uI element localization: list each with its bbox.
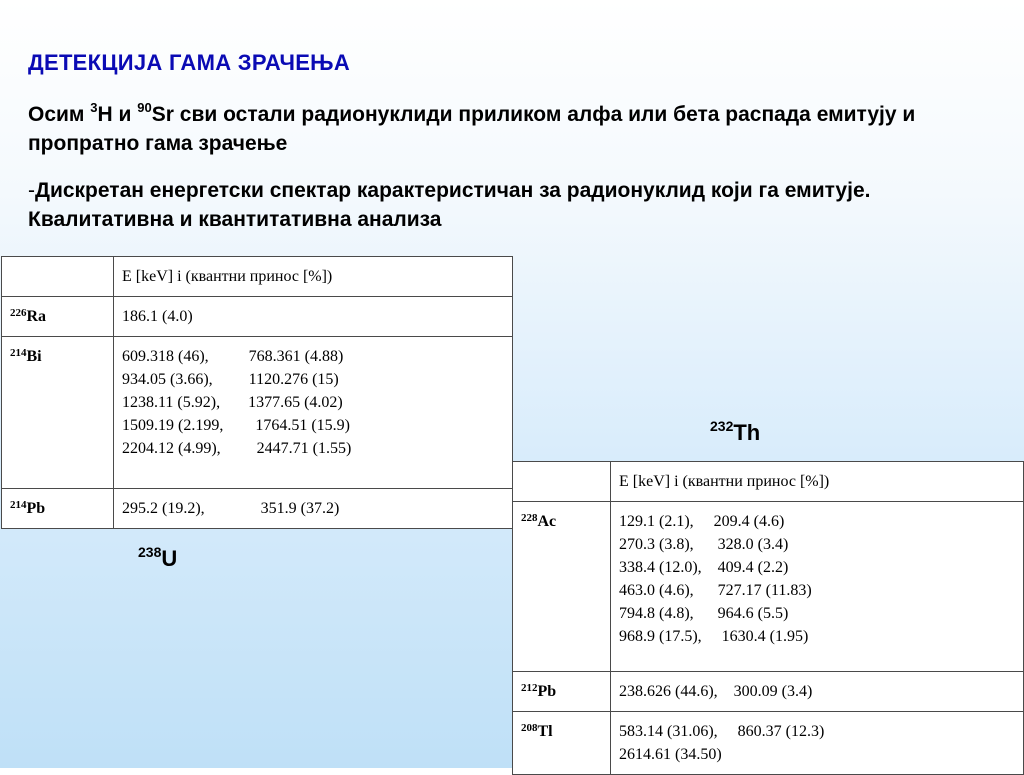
header-energy-cell: E [keV] i (квантни принос [%]) (114, 257, 513, 297)
energy-values-cell: 583.14 (31.06), 860.37 (12.3) 2614.61 (34.50) (611, 712, 1024, 775)
intro-paragraph (28, 100, 998, 158)
nuclide-cell (513, 502, 611, 672)
uranium-series-label (138, 546, 177, 572)
mass-number: 238 (138, 544, 162, 560)
uranium-series-table (1, 256, 513, 529)
superscript-sr90: 90 (137, 100, 152, 115)
header-energy-cell: E [keV] i (квантни принос [%]) (611, 462, 1024, 502)
intro-text-b: H и (97, 103, 138, 126)
table-row (513, 502, 1024, 672)
slide-title: ДЕТЕКЦИЈА ГАМА ЗРАЧЕЊА (28, 50, 351, 75)
table-row (2, 489, 513, 529)
nuclide-cell (2, 489, 114, 529)
element-symbol: Th (733, 420, 761, 445)
element-symbol: U (161, 546, 178, 571)
table-row (513, 712, 1024, 775)
mass-number: 228 (521, 512, 538, 524)
mass-number: 214 (10, 499, 27, 511)
nuclide-cell (513, 712, 611, 775)
nuclide-cell (2, 297, 114, 337)
intro-text-c: Sr сви остали радионуклиди приликом алфа или бета распада емитују и пропратно гама зрачење (28, 103, 916, 155)
nuclide-symbol: Ra (26, 308, 47, 325)
mass-number: 232 (710, 418, 734, 434)
nuclide-symbol: Bi (26, 348, 42, 365)
table-row (513, 672, 1024, 712)
mass-number: 214 (10, 347, 27, 359)
table-row (2, 337, 513, 489)
thorium-series-table (512, 461, 1024, 775)
header-empty-cell (2, 257, 114, 297)
spectrum-paragraph (28, 176, 998, 234)
dash-marker: - (28, 179, 35, 202)
nuclide-symbol: Pb (537, 683, 557, 700)
header-empty-cell (513, 462, 611, 502)
nuclide-symbol: Pb (26, 500, 46, 517)
table-header-row (2, 257, 513, 297)
energy-values-cell: 238.626 (44.6), 300.09 (3.4) (611, 672, 1024, 712)
energy-values-cell: 609.318 (46), 768.361 (4.88) 934.05 (3.66), 1120.276 (15) 1238.11 (5.92), 1377.65 (4.02) 1509.19 (2.199, 1764.51 (15.9) 2204.12 (4.99), 2447.71 (1.55) (114, 337, 513, 489)
energy-values-cell: 295.2 (19.2), 351.9 (37.2) (114, 489, 513, 529)
intro-text-a: Осим (28, 103, 91, 126)
table-header-row (513, 462, 1024, 502)
nuclide-symbol: Tl (537, 723, 553, 740)
thorium-series-label (710, 420, 760, 446)
superscript-h3: 3 (90, 100, 98, 115)
nuclide-symbol: Ac (537, 513, 557, 530)
energy-values-cell: 129.1 (2.1), 209.4 (4.6) 270.3 (3.8), 328.0 (3.4) 338.4 (12.0), 409.4 (2.2) 463.0 (4.6), 727.17 (11.83) 794.8 (4.8), 964.6 (5.5) 968.9 (17.5), 1630.4 (1.95) (611, 502, 1024, 672)
mass-number: 208 (521, 722, 538, 734)
mass-number: 226 (10, 307, 27, 319)
nuclide-cell (2, 337, 114, 489)
mass-number: 212 (521, 682, 538, 694)
nuclide-cell (513, 672, 611, 712)
table-row (2, 297, 513, 337)
energy-values-cell: 186.1 (4.0) (114, 297, 513, 337)
spectrum-text: Дискретан енергетски спектар карактеристичан за радионуклид који га емитује. Квалитативна и квантитативна анализа (28, 179, 871, 231)
